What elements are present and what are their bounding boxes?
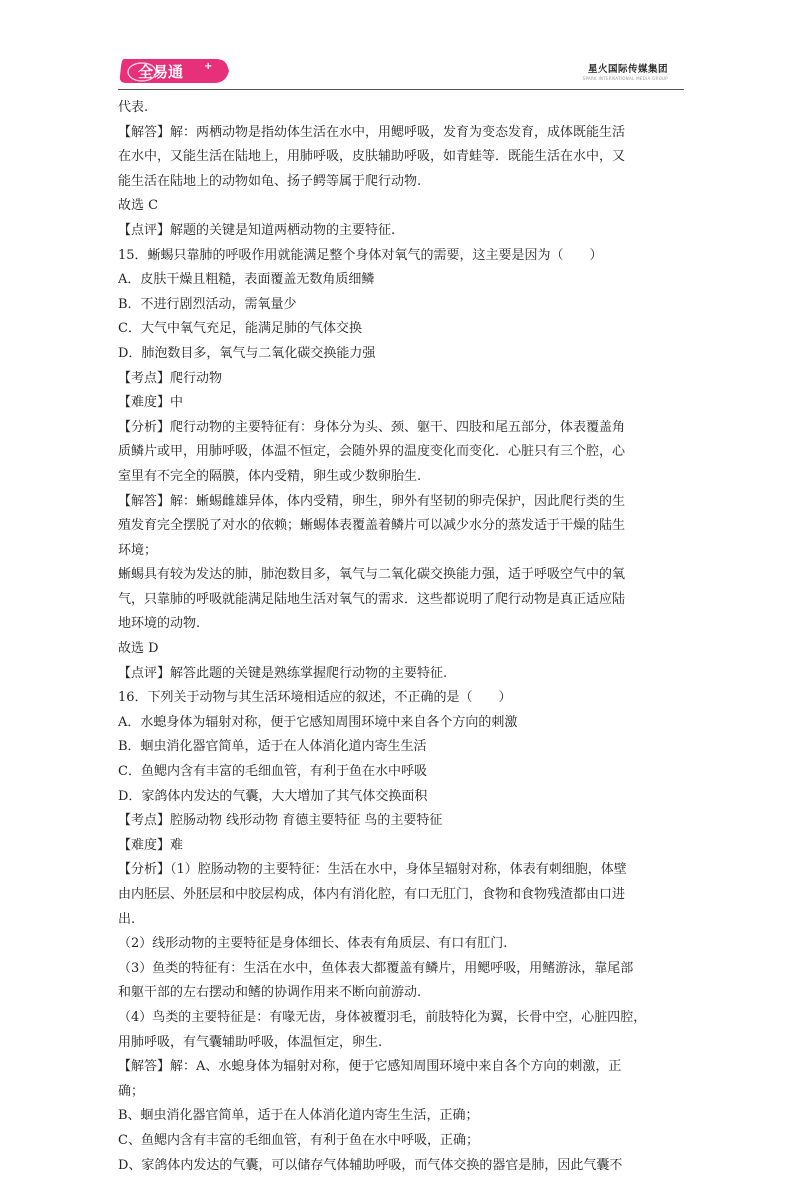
text-line: 故选 C	[118, 198, 159, 214]
text-line: 【难度】难	[118, 837, 184, 853]
header-divider	[118, 89, 684, 90]
text-line: D．肺泡数目多，氧气与二氧化碳交换能力强	[118, 345, 376, 361]
text-line: 室里有不完全的隔膜，体内受精，卵生或少数卵胎生.	[118, 468, 422, 484]
text-line: （2）线形动物的主要特征是身体细长、体表有角质层、有口有肛门.	[118, 936, 508, 952]
text-line: 环境；	[118, 542, 158, 558]
text-line: 故选 D	[118, 641, 159, 657]
text-line: C．鱼鳃内含有丰富的毛细血管，有利于鱼在水中呼吸	[118, 764, 427, 780]
text-line: C、鱼鳃内含有丰富的毛细血管，有利于鱼在水中呼吸，正确；	[118, 1132, 479, 1148]
logo-text: 全易通	[138, 63, 184, 81]
text-line: D、家鸽体内发达的气囊，可以储存气体辅助呼吸，而气体交换的器官是肺，因此气囊不	[118, 1157, 623, 1173]
text-line: A．水螅身体为辐射对称，便于它感知周围环境中来自各个方向的刺激	[118, 714, 518, 730]
text-line: 【解答】解：A、水螅身体为辐射对称，便于它感知周围环境中来自各个方向的刺激，正	[118, 1059, 622, 1075]
text-line: C．大气中氧气充足，能满足肺的气体交换	[118, 321, 362, 337]
text-line: 【解答】解：蜥蜴雌雄异体，体内受精，卵生，卵外有坚韧的卵壳保护，因此爬行类的生	[118, 493, 626, 509]
text-line: 【解答】解：两栖动物是指幼体生活在水中，用鳃呼吸，发育为变态发育，成体既能生活	[118, 124, 626, 140]
logo-plus: +	[204, 61, 213, 72]
text-line: D．家鸽体内发达的气囊，大大增加了其气体交换面积	[118, 788, 428, 804]
text-line: 蜥蜴具有较为发达的肺，肺泡数目多，氧气与二氧化碳交换能力强，适于呼吸空气中的氧	[118, 567, 626, 583]
text-line: 【分析】爬行动物的主要特征有：身体分为头、颈、躯干、四肢和尾五部分，体表覆盖角	[118, 419, 626, 435]
text-line: B．不进行剧烈活动，需氧量少	[118, 296, 297, 312]
text-line: A．皮肤干燥且粗糙，表面覆盖无数角质细鳞	[118, 272, 375, 288]
text-line: 确；	[118, 1083, 145, 1099]
text-line: 能生活在陆地上的动物如龟、扬子鳄等属于爬行动物.	[118, 173, 422, 189]
text-line: 16．下列关于动物与其生活环境相适应的叙述，不正确的是（ ）	[118, 690, 512, 706]
text-line: 15．蜥蜴只靠肺的呼吸作用就能满足整个身体对氧气的需要，这主要是因为（ ）	[118, 247, 603, 263]
text-line: 用肺呼吸，有气囊辅助呼吸，体温恒定，卵生.	[118, 1034, 383, 1050]
text-line: 【分析】（1）腔肠动物的主要特征：生活在水中，身体呈辐射对称，体表有刺细胞，体壁	[118, 862, 627, 878]
text-line: B、蛔虫消化器官简单，适于在人体消化道内寄生生活，正确；	[118, 1108, 479, 1124]
text-line: 和躯干部的左右摆动和鳍的协调作用来不断向前游动.	[118, 985, 422, 1001]
brand-block	[583, 61, 668, 81]
text-line: 质鳞片或甲，用肺呼吸，体温不恒定，会随外界的温度变化而变化．心脏只有三个腔，心	[118, 444, 626, 460]
text-line: 【点评】解题的关键是知道两栖动物的主要特征.	[118, 222, 396, 238]
text-line: 出.	[118, 911, 136, 927]
text-line: 地环境的动物.	[118, 616, 201, 632]
quanyitong-logo	[118, 56, 230, 86]
text-line: （4）鸟类的主要特征是：有喙无齿，身体被覆羽毛，前肢特化为翼，长骨中空，心脏四腔，	[118, 1009, 647, 1025]
brand-subtitle: SPARK INTERNATIONAL MEDIA GROUP	[582, 76, 668, 81]
text-line: 在水中，又能生活在陆地上，用肺呼吸，皮肤辅助呼吸，如青蛙等．既能生活在水中，又	[118, 149, 626, 165]
text-line: 【难度】中	[118, 395, 184, 411]
text-line: 殖发育完全摆脱了对水的依赖；蜥蜴体表覆盖着鳞片可以减少水分的蒸发适于干燥的陆生	[118, 518, 626, 534]
text-line: 由内胚层、外胚层和中胶层构成，体内有消化腔，有口无肛门，食物和食物残渣都由口进	[118, 887, 626, 902]
text-line: 【考点】爬行动物	[118, 370, 223, 386]
text-line: 代表.	[118, 100, 149, 115]
brand-name: 星火国际传媒集团	[587, 64, 668, 75]
page-header	[118, 56, 684, 90]
text-line: 【考点】腔肠动物 线形动物 育德主要特征 鸟的主要特征	[118, 813, 443, 829]
document-body	[118, 96, 684, 1178]
text-line: 【点评】解答此题的关键是熟练掌握爬行动物的主要特征.	[118, 665, 448, 681]
text-line: B．蛔虫消化器官简单，适于在人体消化道内寄生生活	[118, 739, 427, 755]
text-line: 气，只靠肺的呼吸就能满足陆地生活对氧气的需求．这些都说明了爬行动物是真正适应陆	[118, 591, 626, 607]
text-line: （3）鱼类的特征有：生活在水中，鱼体表大都覆盖有鳞片，用鳃呼吸，用鳍游泳，靠尾部	[118, 960, 634, 976]
